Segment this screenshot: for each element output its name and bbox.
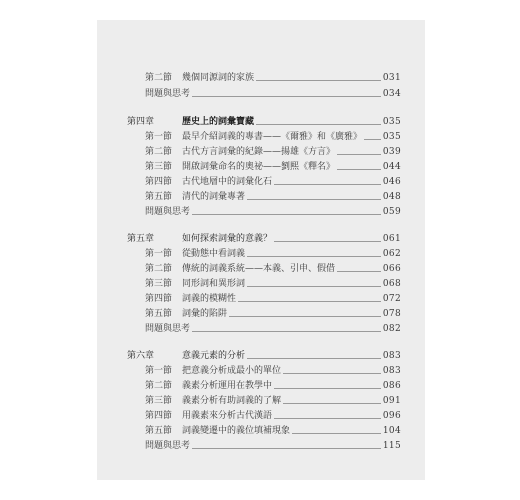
toc-section-label: 第四節 [145, 177, 173, 187]
toc-section-label: 第一節 [145, 366, 173, 376]
toc-page-number: 072 [382, 294, 401, 304]
toc-chapter-heading [97, 233, 425, 246]
toc-chapter-heading [97, 116, 425, 129]
toc-page-number: 104 [382, 426, 401, 436]
toc-entry-title: 同形詞和異形詞 [182, 279, 246, 289]
toc-entry-title: 詞彙的陷阱 [182, 309, 228, 319]
toc-page-number: 034 [382, 89, 401, 99]
toc-section-label: 第二節 [145, 147, 173, 157]
toc-section-label: 第五節 [145, 426, 173, 436]
toc-section-label: 第三節 [145, 279, 173, 289]
toc-entry [97, 440, 425, 453]
toc-section-label: 問題與思考 [145, 324, 191, 334]
toc-entry [97, 248, 425, 261]
toc-section-label: 第二節 [145, 264, 173, 274]
chapter-label: 第四章 [127, 117, 155, 127]
toc-entry-title: 傳統的詞義系統——本義、引申、假借 [182, 264, 336, 274]
toc-page-number: 035 [382, 132, 401, 142]
toc-section-label: 第二節 [145, 73, 173, 83]
toc-entry-title: 從動態中看詞義 [182, 249, 246, 259]
toc-page-number: 061 [382, 234, 401, 244]
toc-page-number: 048 [382, 192, 401, 202]
toc-entry [97, 425, 425, 438]
toc-entry-title: 詞義變遷中的義位填補現象 [182, 426, 291, 436]
toc-entry-title: 用義素來分析古代漢語 [182, 411, 273, 421]
dot-leader [192, 96, 383, 97]
toc-section-label: 第二節 [145, 381, 173, 391]
toc-entry-title: 幾個同源詞的家族 [182, 73, 255, 83]
toc-entry [97, 323, 425, 336]
toc-entry-title: 把意義分析成最小的單位 [182, 366, 282, 376]
toc-entry [97, 161, 425, 174]
toc-page-number: 046 [382, 177, 401, 187]
toc-entry [97, 410, 425, 423]
toc-entry-title: 詞義的模糊性 [182, 294, 237, 304]
toc-page-number: 031 [382, 73, 401, 83]
toc-entry-title: 義素分析有助詞義的了解 [182, 396, 282, 406]
toc-page-number: 096 [382, 411, 401, 421]
toc-section-label: 第三節 [145, 396, 173, 406]
chapter-label: 第六章 [127, 351, 155, 361]
toc-entry [97, 380, 425, 393]
dot-leader [192, 214, 383, 215]
toc-page-number: 091 [382, 396, 401, 406]
toc-page-number: 083 [382, 366, 401, 376]
dot-leader [192, 331, 383, 332]
toc-page-number: 059 [382, 207, 401, 217]
toc-page-number: 039 [382, 147, 401, 157]
toc-section-label: 第四節 [145, 294, 173, 304]
toc-section-label: 第四節 [145, 411, 173, 421]
toc-entry [97, 191, 425, 204]
toc-page-number: 035 [382, 117, 401, 127]
toc-page-number: 078 [382, 309, 401, 319]
toc-section-label: 問題與思考 [145, 89, 191, 99]
chapter-label: 第五章 [127, 234, 155, 244]
toc-section-label: 第五節 [145, 309, 173, 319]
toc-entry [97, 395, 425, 408]
book-page [97, 20, 425, 480]
toc-page-number: 115 [382, 441, 401, 451]
toc-entry [97, 263, 425, 276]
toc-page-number: 086 [382, 381, 401, 391]
toc-entry [97, 146, 425, 159]
toc-entry-title: 開啟詞彙命名的奧祕——劉熙《釋名》 [182, 162, 336, 172]
toc-entry [97, 293, 425, 306]
toc-entry [97, 88, 425, 101]
toc-page-number: 068 [382, 279, 401, 289]
chapter-title: 如何探索詞彙的意義？ [182, 234, 273, 244]
toc-entry [97, 308, 425, 321]
toc-entry [97, 72, 425, 85]
toc-entry [97, 131, 425, 144]
toc-entry-title: 最早介紹詞義的專書——《爾雅》和《廣雅》 [182, 132, 363, 142]
toc-entry [97, 278, 425, 291]
dot-leader [192, 448, 383, 449]
toc-page-number: 082 [382, 324, 401, 334]
toc-section-label: 問題與思考 [145, 441, 191, 451]
toc-section-label: 第一節 [145, 132, 173, 142]
toc-section-label: 問題與思考 [145, 207, 191, 217]
toc-entry [97, 365, 425, 378]
toc-entry [97, 206, 425, 219]
toc-page-number: 044 [382, 162, 401, 172]
toc-entry-title: 義素分析運用在教學中 [182, 381, 273, 391]
toc-entry-title: 清代的詞彙專著 [182, 192, 246, 202]
toc-entry [97, 176, 425, 189]
chapter-title: 意義元素的分析 [182, 351, 246, 361]
toc-section-label: 第三節 [145, 162, 173, 172]
toc-entry-title: 古代地層中的詞彙化石 [182, 177, 273, 187]
toc-section-label: 第一節 [145, 249, 173, 259]
chapter-title: 歷史上的詞彙寶藏 [182, 117, 255, 127]
toc-chapter-heading [97, 350, 425, 363]
toc-page-number: 066 [382, 264, 401, 274]
toc-entry-title: 古代方言詞彙的紀錄——揚雄《方言》 [182, 147, 336, 157]
table-of-contents [97, 20, 425, 480]
toc-page-number: 083 [382, 351, 401, 361]
toc-section-label: 第五節 [145, 192, 173, 202]
toc-page-number: 062 [382, 249, 401, 259]
